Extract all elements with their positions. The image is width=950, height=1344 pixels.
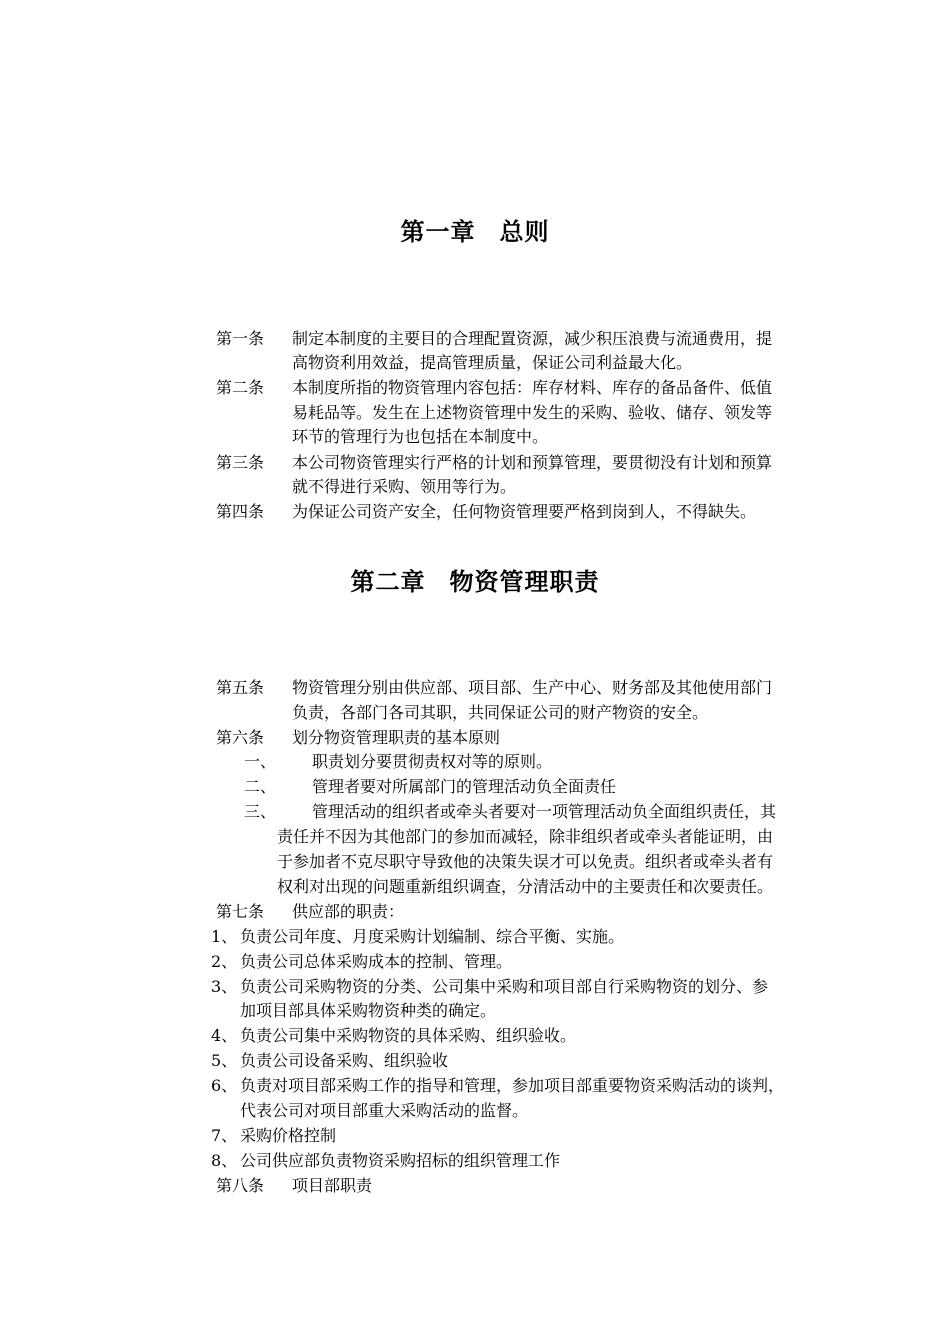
article-2-line-2: 易耗品等。发生在上述物资管理中发生的采购、验收、储存、领发等	[292, 403, 773, 422]
duty-7-number: 7、	[211, 1126, 238, 1145]
article-2-label: 第二条	[216, 378, 265, 397]
article-5-line-1: 物资管理分别由供应部、项目部、生产中心、财务部及其他使用部门	[292, 678, 773, 697]
article-1-line-2: 高物资利用效益，提高管理质量，保证公司利益最大化。	[292, 353, 693, 372]
principle-3-line-3: 于参加者不克尽职守导致他的决策失误才可以免责。组织者或牵头者有	[277, 852, 774, 871]
principle-3-line-1: 管理活动的组织者或牵头者要对一项管理活动负全面组织责任，其	[312, 802, 777, 821]
article-3-line-2: 就不得进行采购、领用等行为。	[292, 477, 517, 496]
principle-3-line-4: 权利对出现的问题重新组织调查，分清活动中的主要责任和次要责任。	[277, 877, 774, 896]
article-2-line-3: 环节的管理行为也包括在本制度中。	[292, 427, 549, 446]
chapter-1-title: 总则	[499, 217, 550, 246]
duty-6-number: 6、	[211, 1076, 238, 1095]
chapter-2-number: 第二章	[350, 567, 426, 596]
article-6-label: 第六条	[216, 728, 265, 747]
duty-2-number: 2、	[211, 952, 238, 971]
duty-1-line-1: 负责公司年度、月度采购计划编制、综合平衡、实施。	[240, 927, 625, 946]
article-4-line-1: 为保证公司资产安全，任何物资管理要严格到岗到人，不得缺失。	[292, 502, 757, 521]
principle-2-number: 二、	[244, 777, 277, 796]
article-5-label: 第五条	[216, 678, 265, 697]
article-8-text: 项目部职责	[292, 1176, 373, 1195]
article-6-text: 划分物资管理职责的基本原则	[292, 728, 501, 747]
duty-3-number: 3、	[211, 977, 238, 996]
article-3-label: 第三条	[216, 453, 265, 472]
article-8-label: 第八条	[216, 1176, 265, 1195]
duty-6-line-2: 代表公司对项目部重大采购活动的监督。	[240, 1101, 529, 1120]
duty-5-line-1: 负责公司设备采购、组织验收	[240, 1051, 449, 1070]
chapter-1-heading	[0, 212, 950, 247]
duty-4-number: 4、	[211, 1026, 238, 1045]
principle-3-line-2: 责任并不因为其他部门的参加而减轻，除非组织者或牵头者能证明，由	[277, 827, 774, 846]
duty-6-line-1: 负责对项目部采购工作的指导和管理，参加项目部重要物资采购活动的谈判，	[240, 1076, 785, 1095]
article-7-text: 供应部的职责：	[292, 902, 405, 921]
article-1-line-1: 制定本制度的主要目的合理配置资源，减少积压浪费与流通费用，提	[292, 329, 773, 348]
principle-2-line-1: 管理者要对所属部门的管理活动负全面责任	[312, 777, 617, 796]
article-5-line-2: 负责，各部门各司其职，共同保证公司的财产物资的安全。	[292, 703, 709, 722]
duty-8-number: 8、	[211, 1151, 238, 1170]
duty-8-line-1: 公司供应部负责物资采购招标的组织管理工作	[240, 1151, 561, 1170]
article-2-line-1: 本制度所指的物资管理内容包括：库存材料、库存的备品备件、低值	[292, 378, 773, 397]
duty-3-line-1: 负责公司采购物资的分类、公司集中采购和项目部自行采购物资的划分、参	[240, 977, 769, 996]
duty-5-number: 5、	[211, 1051, 238, 1070]
duty-3-line-2: 加项目部具体采购物资种类的确定。	[240, 1001, 497, 1020]
principle-1-number: 一、	[244, 752, 277, 771]
duty-2-line-1: 负责公司总体采购成本的控制、管理。	[240, 952, 513, 971]
duty-7-line-1: 采购价格控制	[240, 1126, 337, 1145]
chapter-2-heading	[0, 562, 950, 597]
article-3-line-1: 本公司物资管理实行严格的计划和预算管理，要贯彻没有计划和预算	[292, 453, 773, 472]
chapter-2-title: 物资管理职责	[449, 567, 600, 596]
duty-4-line-1: 负责公司集中采购物资的具体采购、组织验收。	[240, 1026, 577, 1045]
article-4-label: 第四条	[216, 502, 265, 521]
article-7-label: 第七条	[216, 902, 265, 921]
principle-3-number: 三、	[244, 802, 277, 821]
chapter-1-number: 第一章	[400, 217, 476, 246]
duty-1-number: 1、	[211, 927, 238, 946]
principle-1-line-1: 职责划分要贯彻责权对等的原则。	[312, 752, 553, 771]
article-1-label: 第一条	[216, 329, 265, 348]
